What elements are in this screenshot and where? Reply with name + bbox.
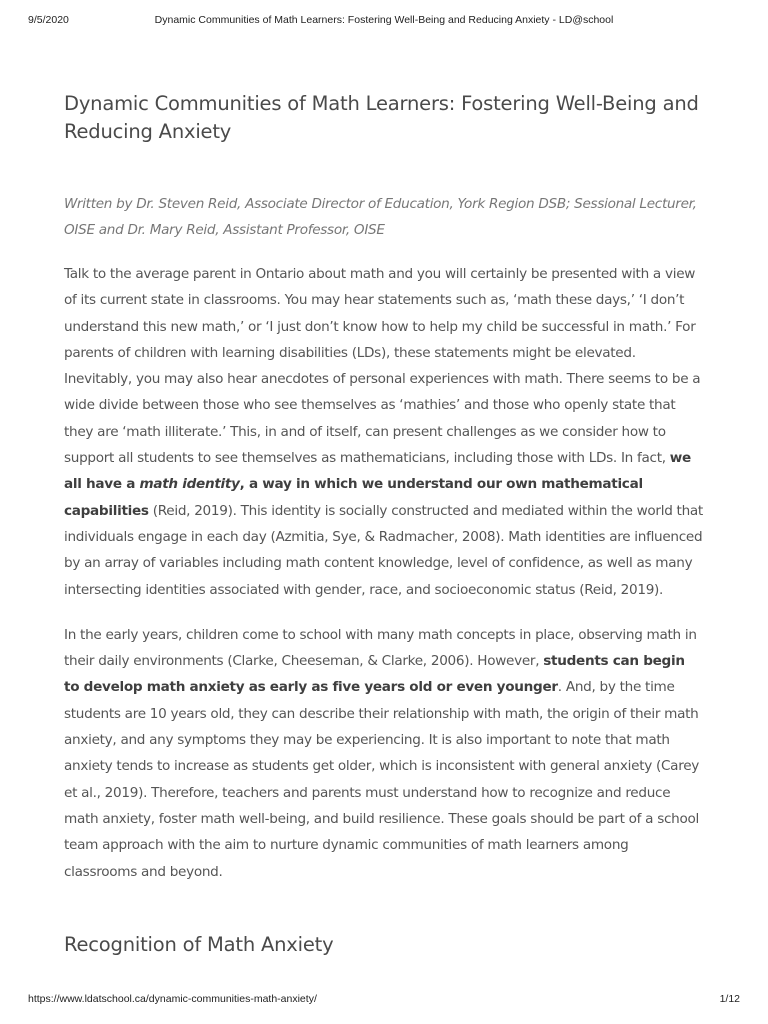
- paragraph-intro-text-1: Talk to the average parent in Ontario about math and you will certainly be presented with a view of its current state in classrooms. You may hear statements such as, ‘math these days,’ ‘I don’t understand this new math,’ or ‘I just don’t know how to help my child be successful in math.’ For parents of children with learning disabilities (LDs), these statements might be elevated. Inevitably, you may also hear anecdotes of personal experiences with math. There seems to be a wide divide between those who see themselves as ‘mathies’ and those who openly state that they are ‘math illiterate.’ This, in and of itself, can present challenges as we consider how to support all students to see themselves as mathematicians, including those with LDs. In fact,: [64, 266, 701, 467]
- paragraph-intro-text-2: (Reid, 2019). This identity is socially constructed and mediated within the world that individuals engage in each day (Azmitia, Sye, & Radmacher, 2008). Math identities are influenced by an array of variables including math content knowledge, level of confidence, as well as many intersecting identities associated with gender, race, and socioeconomic status (Reid, 2019).: [64, 502, 703, 598]
- paragraph-early-years-emphasis: students can begin to develop math anxiety as early as five years old or even younger: [64, 653, 685, 696]
- paragraph-early-years-text-2: . And, by the time students are 10 years old, they can describe their relationship with math, the origin of their math anxiety, and any symptoms they may be experiencing. It is also important to note that math anxiety tends to increase as students get older, which is inconsistent with general anxiety (Carey et al., 2019). Therefore, teachers and parents must understand how to recognize and reduce math anxiety, foster math well-being, and build resilience. These goals should be part of a school team approach with the aim to nurture dynamic communities of math learners among classrooms and beyond.: [64, 679, 700, 880]
- paragraph-intro: [64, 261, 704, 603]
- emphasis-part-1: we all have a: [64, 450, 691, 493]
- print-document-title: Dynamic Communities of Math Learners: Fostering Well-Being and Reducing Anxiety - LD@school: [154, 14, 614, 26]
- paragraph-early-years-text-1: In the early years, children come to school with many math concepts in place, observing math in their daily environments (Clarke, Cheeseman, & Clarke, 2006). However,: [64, 626, 697, 670]
- print-header: [28, 14, 740, 28]
- paragraph-early-years: [64, 622, 704, 885]
- emphasis-part-2: , a way in which we understand our own mathematical capabilities: [64, 476, 643, 519]
- print-url: https://www.ldatschool.ca/dynamic-communities-math-anxiety/: [28, 993, 317, 1005]
- print-page-number: 1/12: [719, 993, 740, 1005]
- article-byline: Written by Dr. Steven Reid, Associate Director of Education, York Region DSB; Sessional Lecturer, OISE and Dr. Mary Reid, Assistant Professor, OISE: [64, 196, 697, 238]
- article: [64, 90, 704, 959]
- print-date: 9/5/2020: [28, 14, 69, 26]
- section-heading: Recognition of Math Anxiety: [64, 932, 334, 956]
- article-title: Dynamic Communities of Math Learners: Fostering Well-Being and Reducing Anxiety: [64, 92, 699, 143]
- print-footer: [28, 993, 740, 1007]
- emphasis-math-identity: math identity: [139, 476, 240, 493]
